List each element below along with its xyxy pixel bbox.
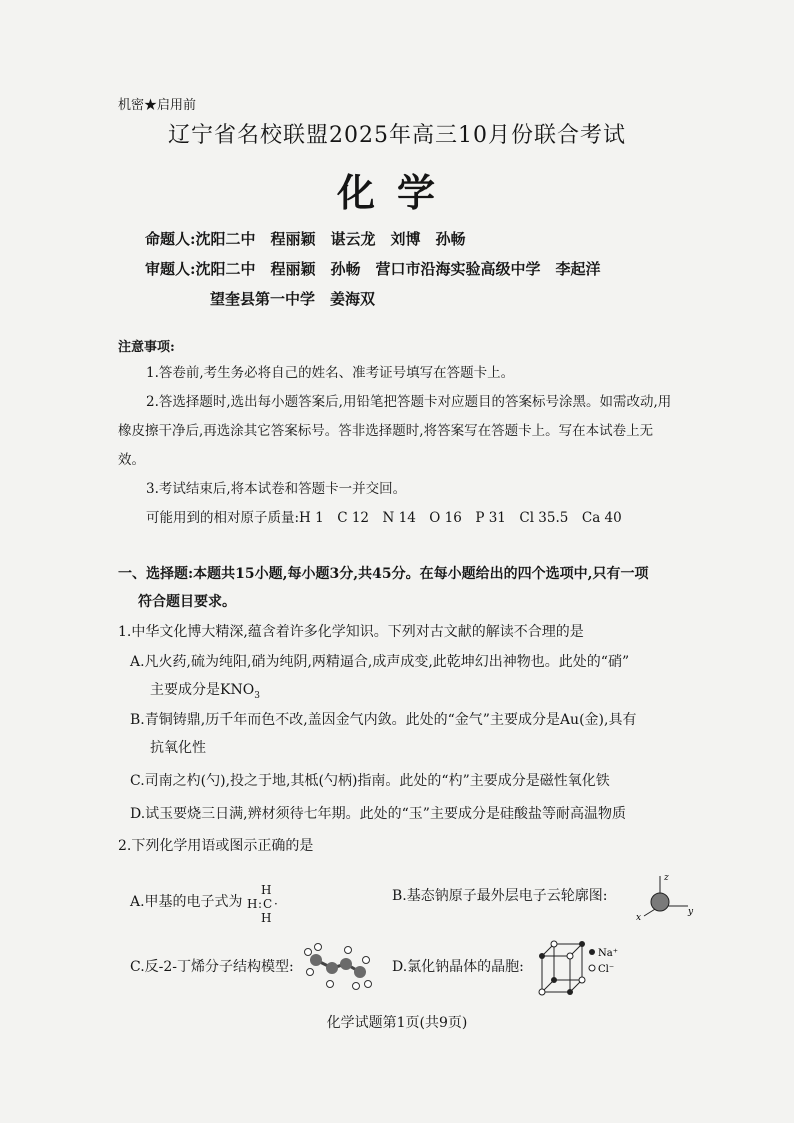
subject-title: 化学 bbox=[336, 170, 457, 215]
option-b-line2: 抗氧化性 bbox=[150, 740, 206, 756]
question-2-option-c: C.反-2-丁烯分子结构模型: bbox=[130, 959, 294, 975]
question-1-option-a bbox=[130, 648, 710, 710]
svg-text:x: x bbox=[636, 913, 642, 922]
page-footer: 化学试题第1页(共9页) bbox=[326, 1015, 468, 1031]
note-item: 2.答选择题时,选出每小题答案后,用铅笔把答题卡对应题目的答案标号涂黑。如需改动,用橡皮擦干净后,再选涂其它答案标号。答非选择题时,将答案写在答题卡上。写在本试卷上无效。 bbox=[118, 394, 672, 468]
question-2-option-b bbox=[392, 882, 652, 910]
sodium-orbital-diagram bbox=[636, 872, 696, 922]
methyl-electron-formula: H H : C · H bbox=[247, 883, 278, 925]
svg-text:z: z bbox=[664, 873, 669, 883]
section-heading bbox=[118, 560, 698, 616]
svg-text:Cl⁻: Cl⁻ bbox=[598, 964, 615, 975]
trans-2-butene-model bbox=[302, 942, 374, 994]
question-1-stem: 1.中华文化博大精深,蕴含着许多化学知识。下列对古文献的解读不合理的是 bbox=[118, 624, 584, 640]
note-item: 1.答卷前,考生务必将自己的姓名、准考证号填写在答题卡上。 bbox=[146, 365, 515, 381]
question-1-option-d: D.试玉要烧三日满,辨材须待七年期。此处的“玉”主要成分是硅酸盐等耐高温物质 bbox=[130, 806, 626, 822]
question-2-option-d: D.氯化钠晶体的晶胞: bbox=[392, 959, 524, 975]
question-1-option-c: C.司南之杓(勺),投之于地,其柢(勺柄)指南。此处的“杓”主要成分是磁性氧化铁 bbox=[130, 773, 610, 789]
question-1-option-b bbox=[130, 706, 710, 762]
option-a-line1: A.凡火药,硫为纯阳,硝为纯阴,两精逼合,成声成变,此乾坤幻出神物也。此处的“硝” bbox=[130, 654, 630, 670]
author-line: 命题人:沈阳二中 程丽颖 谌云龙 刘博 孙畅 bbox=[145, 230, 466, 248]
svg-text:Na⁺: Na⁺ bbox=[598, 948, 618, 959]
svg-text:y: y bbox=[688, 907, 694, 917]
note-item: 3.考试结束后,将本试卷和答题卡一并交回。 bbox=[146, 481, 407, 497]
option-a-line2: 主要成分是$KNO_3$ bbox=[150, 682, 260, 701]
reviewer-line: 审题人:沈阳二中 程丽颖 孙畅 营口市沿海实验高级中学 李起洋 bbox=[145, 260, 601, 278]
section-heading-line1: 一、选择题:本题共15小题,每小题3分,共45分。在每小题给出的四个选项中,只有一项 bbox=[118, 566, 649, 582]
option-b-line1: B.青铜铸鼎,历千年而色不改,盖因金气内敛。此处的“金气”主要成分是Au(金),具有 bbox=[130, 712, 637, 728]
confidential-mark: 机密★启用前 bbox=[118, 98, 197, 113]
question-2-option-a bbox=[130, 882, 390, 925]
atomic-mass-line: 可能用到的相对原子质量:H 1 C 12 N 14 O 16 P 31 Cl 35.5 Ca 40 bbox=[146, 510, 622, 526]
section-heading-line2: 符合题目要求。 bbox=[138, 594, 236, 610]
exam-title: 辽宁省名校联盟2025年高三10月份联合考试 bbox=[168, 123, 626, 148]
question-2-stem: 2.下列化学用语或图示正确的是 bbox=[118, 838, 314, 854]
nacl-unit-cell bbox=[538, 938, 628, 998]
option-a-text: A.甲基的电子式为 bbox=[130, 894, 243, 910]
notes-title: 注意事项: bbox=[118, 340, 175, 355]
option-b-text: B.基态钠原子最外层电子云轮廓图: bbox=[392, 888, 608, 904]
reviewer-line-cont: 望奎县第一中学 姜海双 bbox=[210, 290, 376, 308]
